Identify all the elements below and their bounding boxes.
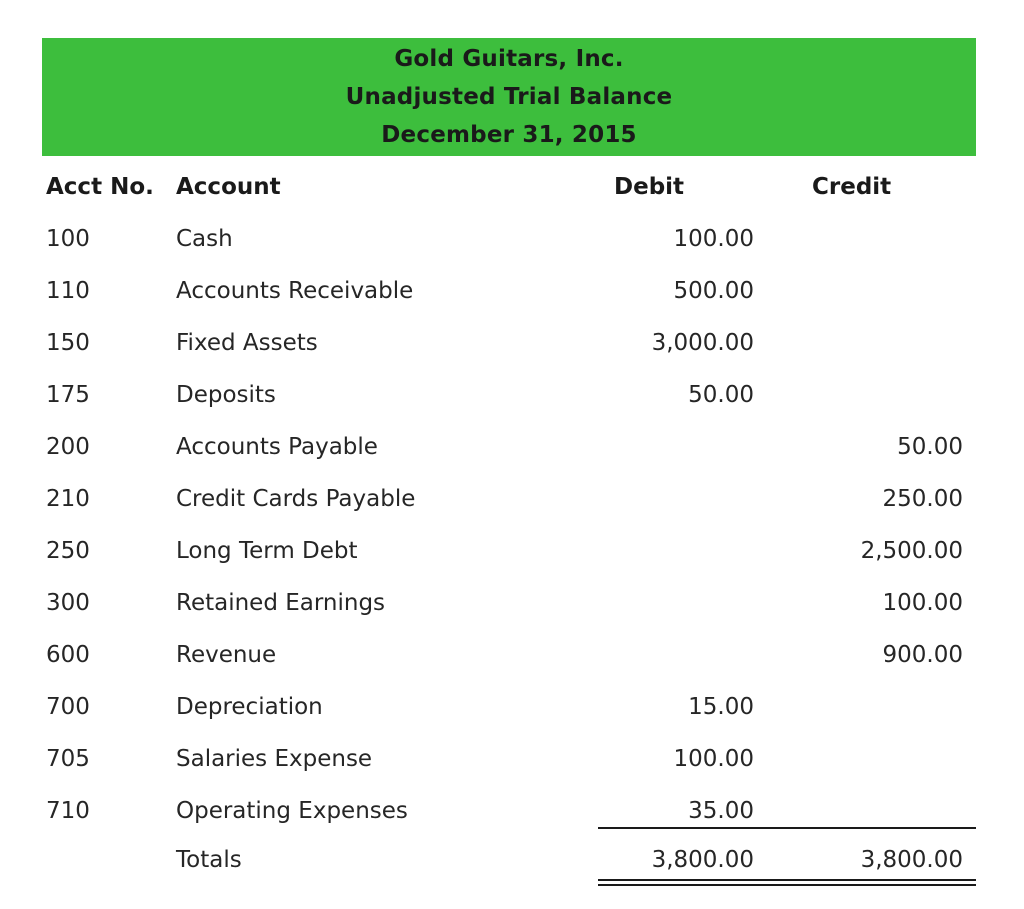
- debit-cell: 35.00: [688, 798, 754, 824]
- table-row: [0, 791, 1024, 831]
- account-name-cell: Accounts Payable: [176, 434, 378, 460]
- acct-no-cell: 710: [46, 798, 90, 824]
- col-header-account: Account: [176, 174, 281, 200]
- account-name-cell: Depreciation: [176, 694, 323, 720]
- account-name-cell: Deposits: [176, 382, 276, 408]
- report-header-band: [42, 38, 976, 156]
- acct-no-cell: 210: [46, 486, 90, 512]
- account-name-cell: Fixed Assets: [176, 330, 318, 356]
- credit-cell: 250.00: [882, 486, 963, 512]
- table-row: [0, 635, 1024, 675]
- acct-no-cell: 705: [46, 746, 90, 772]
- account-name-cell: Credit Cards Payable: [176, 486, 416, 512]
- company-name: Gold Guitars, Inc.: [394, 46, 624, 72]
- acct-no-cell: 250: [46, 538, 90, 564]
- debit-cell: 100.00: [673, 746, 754, 772]
- debit-cell: 15.00: [688, 694, 754, 720]
- account-name-cell: Long Term Debt: [176, 538, 358, 564]
- table-row: [0, 323, 1024, 363]
- totals-double-rule-top: [598, 879, 976, 881]
- debit-cell: 500.00: [673, 278, 754, 304]
- credit-cell: 50.00: [897, 434, 963, 460]
- table-row: [0, 583, 1024, 623]
- table-row: [0, 531, 1024, 571]
- table-row: [0, 687, 1024, 727]
- acct-no-cell: 200: [46, 434, 90, 460]
- totals-label: Totals: [176, 847, 242, 873]
- acct-no-cell: 600: [46, 642, 90, 668]
- account-name-cell: Revenue: [176, 642, 277, 668]
- acct-no-cell: 150: [46, 330, 90, 356]
- column-header-row: [0, 167, 1024, 207]
- acct-no-cell: 300: [46, 590, 90, 616]
- account-name-cell: Salaries Expense: [176, 746, 373, 772]
- acct-no-cell: 175: [46, 382, 90, 408]
- col-header-debit: Debit: [614, 174, 685, 200]
- table-row: [0, 219, 1024, 259]
- acct-no-cell: 700: [46, 694, 90, 720]
- table-row: [0, 375, 1024, 415]
- table-row: [0, 479, 1024, 519]
- table-row: [0, 271, 1024, 311]
- account-name-cell: Retained Earnings: [176, 590, 386, 616]
- debit-cell: 50.00: [688, 382, 754, 408]
- credit-cell: 900.00: [882, 642, 963, 668]
- table-row: [0, 427, 1024, 467]
- acct-no-cell: 110: [46, 278, 90, 304]
- debit-cell: 3,000.00: [651, 330, 754, 356]
- account-name-cell: Accounts Receivable: [176, 278, 414, 304]
- totals-credit: 3,800.00: [860, 847, 963, 873]
- totals-debit: 3,800.00: [651, 847, 754, 873]
- report-title: Unadjusted Trial Balance: [345, 84, 673, 110]
- subtotal-rule: [598, 827, 976, 829]
- acct-no-cell: 100: [46, 226, 90, 252]
- table-row: [0, 739, 1024, 779]
- report-date: December 31, 2015: [381, 122, 637, 148]
- col-header-acct-no: Acct No.: [46, 174, 154, 200]
- credit-cell: 100.00: [882, 590, 963, 616]
- account-name-cell: Cash: [176, 226, 233, 252]
- totals-row: [0, 840, 1024, 880]
- totals-double-rule-bottom: [598, 884, 976, 886]
- credit-cell: 2,500.00: [860, 538, 963, 564]
- account-name-cell: Operating Expenses: [176, 798, 408, 824]
- col-header-credit: Credit: [812, 174, 892, 200]
- debit-cell: 100.00: [673, 226, 754, 252]
